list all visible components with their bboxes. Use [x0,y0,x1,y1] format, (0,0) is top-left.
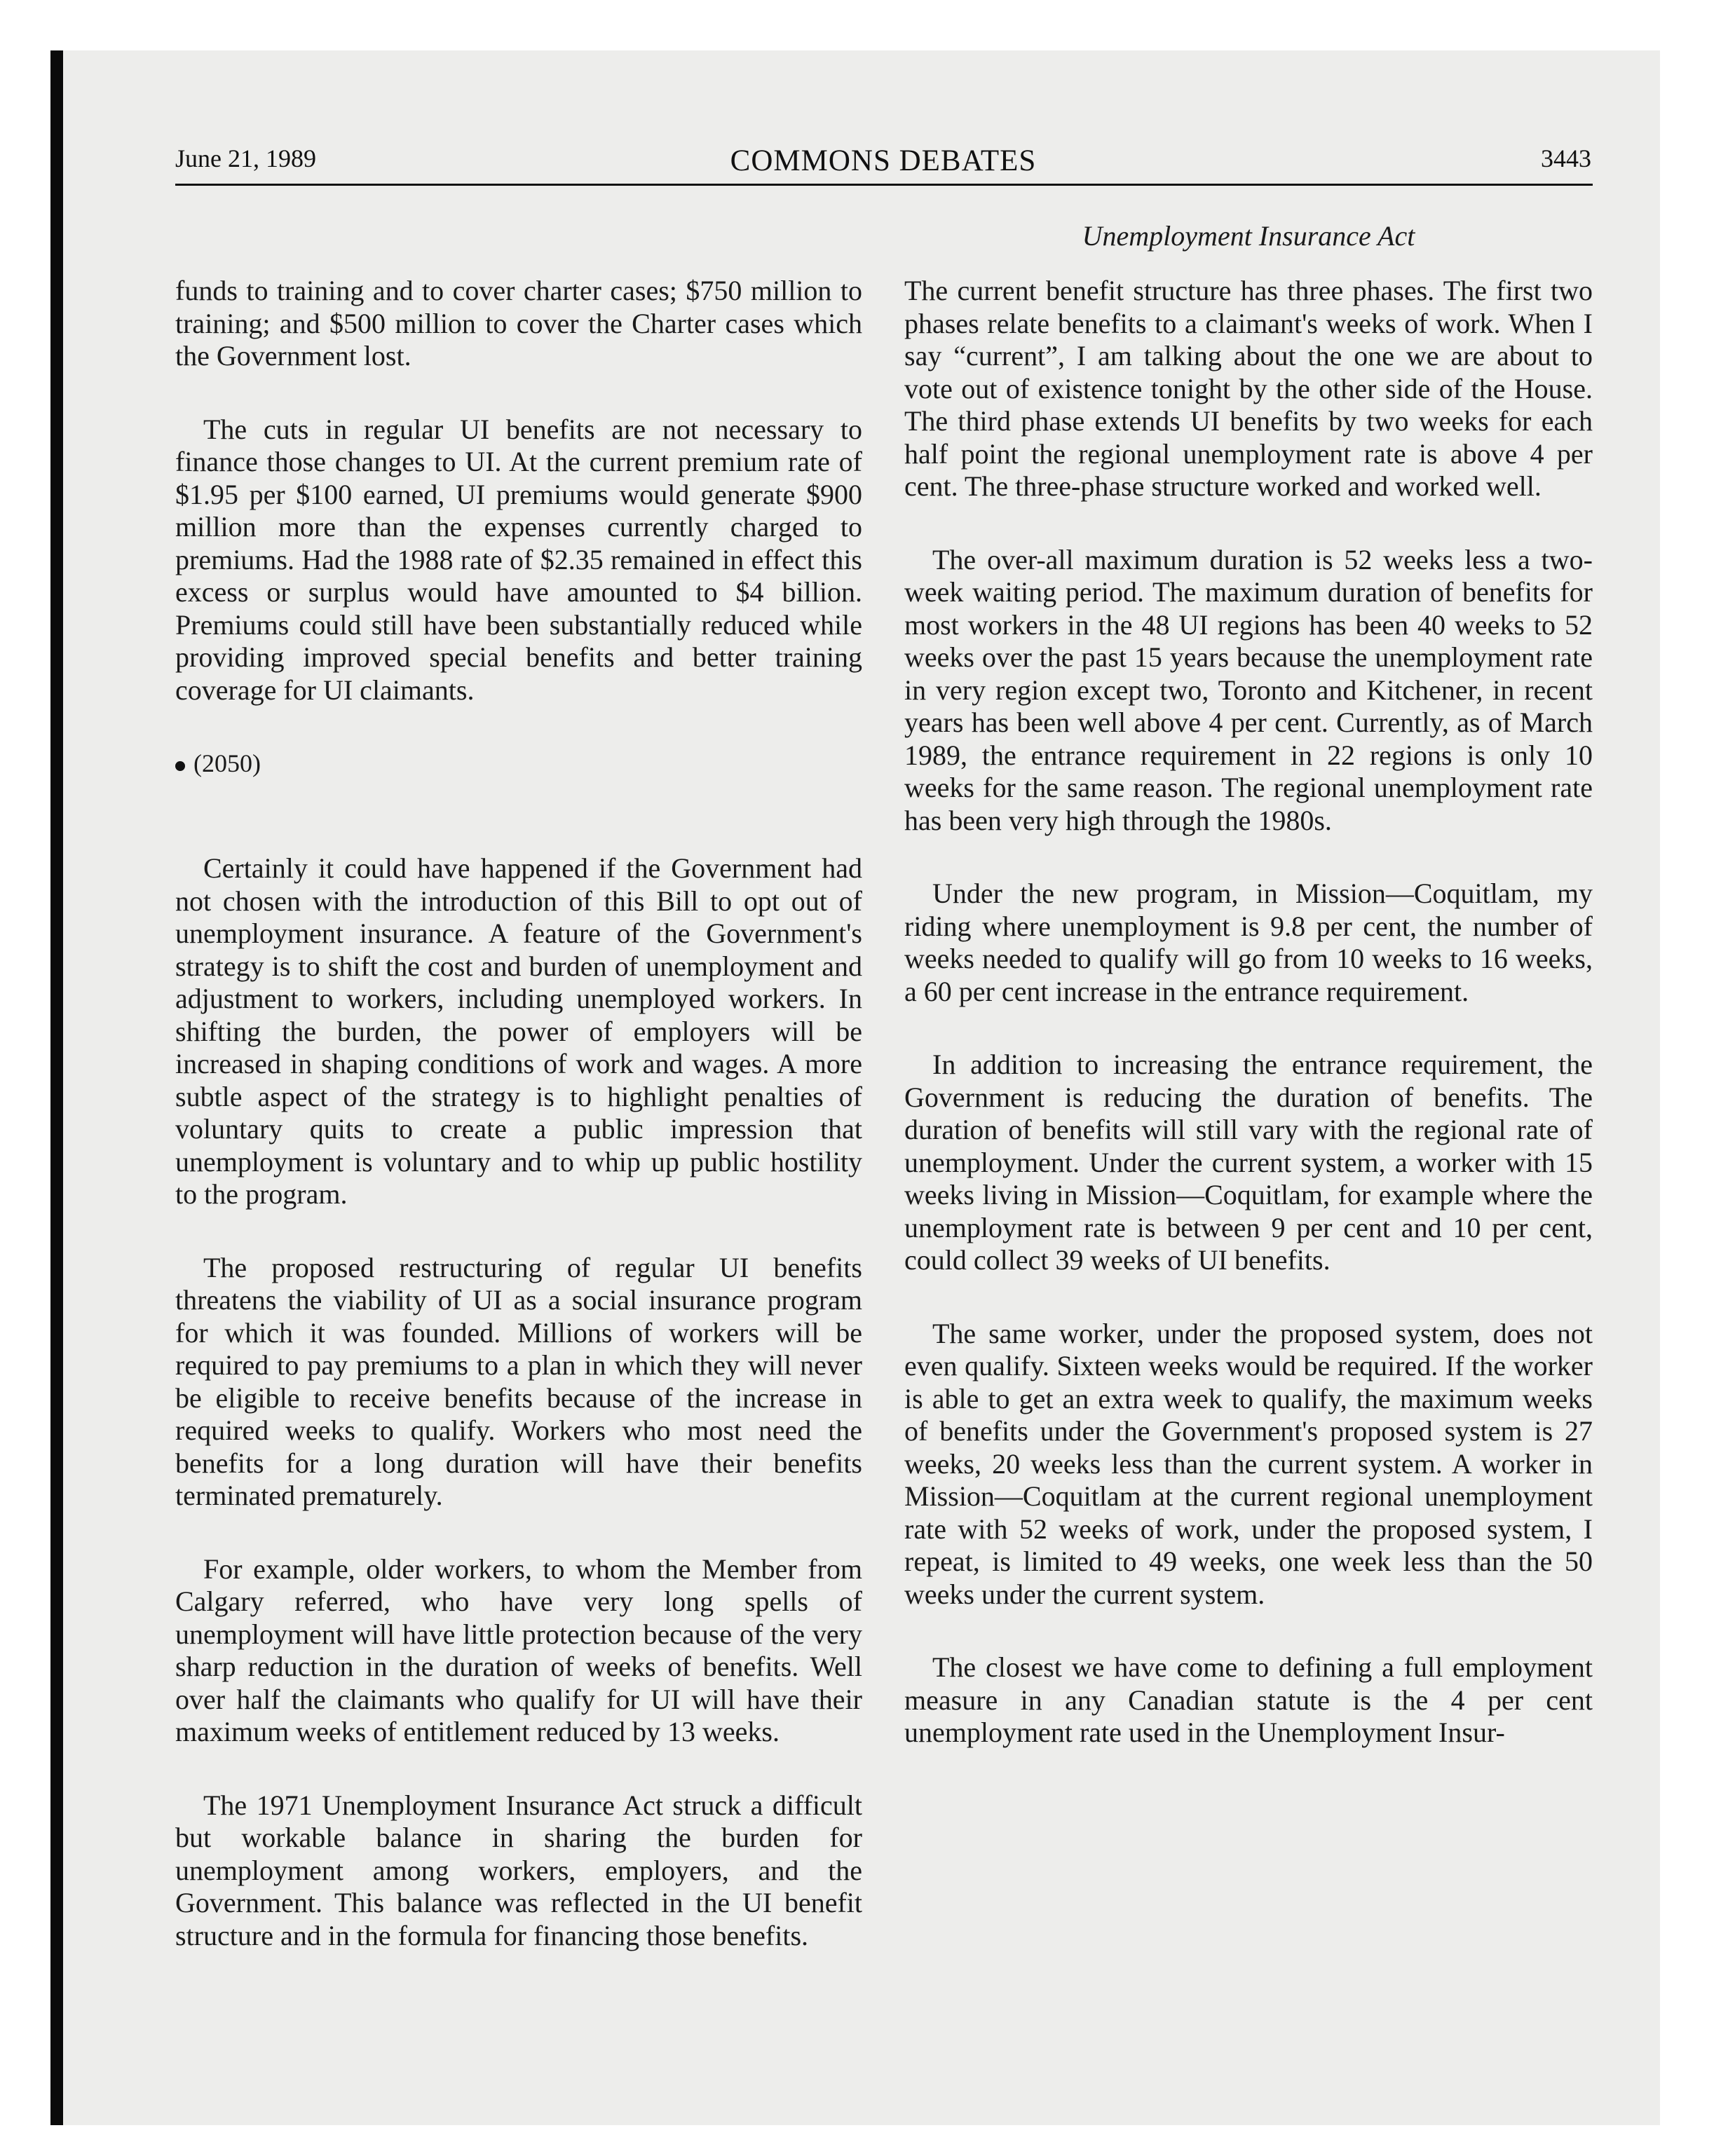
paragraph: For example, older workers, to whom the Member from Calgary referred, who have very long spells of unemployment will have little protection because of the very sharp reduction in the duration of weeks of benefits. Well over half the claimants who qualify for UI will have their maximum weeks of entitlement reduced by 13 weeks. [175,1553,862,1747]
paragraph: The proposed restructuring of regular UI benefits threatens the viability of UI as a social insurance program for which it was founded. Millions of workers will be required to pay premiums to a plan in which they will never be eligible to receive benefits because of the increase in required weeks to qualify. Workers who most need the benefits for a long duration will have their benefits terminated prematurely. [175,1251,862,1511]
time-marker-label: (2050) [193,749,261,777]
left-column [175,275,862,1993]
scan-border [50,50,63,2125]
header-date: June 21, 1989 [175,144,316,172]
paragraph: The over-all maximum duration is 52 weeks less a two-week waiting period. The maximum duration of benefits for most workers in the 48 UI regions has been 40 weeks to 52 weeks over the past 15 years because the unemployment rate in very region except two, Toronto and Kitchener, in recent years has been well above 4 per cent. Currently, as of March 1989, the entrance requirement in 22 regions is only 10 weeks for the same reason. The regional unemployment rate has been very high through the 1980s. [904,543,1593,836]
time-marker [175,747,862,779]
bullet-icon [175,761,185,771]
paragraph: The closest we have come to defining a full employment measure in any Canadian statute is the 4 per cent unemployment rate used in the Unemployment Insur- [904,1651,1593,1748]
header-publication-title: COMMONS DEBATES [730,144,1037,177]
paragraph: In addition to increasing the entrance requirement, the Government is reducing the duration of benefits. The duration of benefits will still vary with the regional rate of unemployment. Under the current system, a worker with 15 weeks living in Mission—Coquitlam, for example where the unemployment rate is between 9 per cent and 10 per cent, could collect 39 weeks of UI benefits. [904,1049,1593,1276]
paragraph: The same worker, under the proposed system, does not even qualify. Sixteen weeks would be required. If the worker is able to get an extra week to qualify, the maximum weeks of benefits under the Government's proposed system is 27 weeks, 20 weeks less than the current system. A worker in Mission—Coquitlam at the current regional unemployment rate with 52 weeks of work, under the proposed system, I repeat, is limited to 49 weeks, one week less than the 50 weeks under the current system. [904,1317,1593,1610]
right-column [904,275,1593,1790]
header-rule [175,184,1593,186]
section-title: Unemployment Insurance Act [1082,220,1415,252]
paragraph: The cuts in regular UI benefits are not necessary to finance those changes to UI. At the current premium rate of $1.95 per $100 earned, UI premiums would generate $900 million more than the expenses currently charged to premiums. Had the 1988 rate of $2.35 remained in effect this excess or surplus would have amounted to $4 billion. Premiums could still have been substantially reduced while providing improved special benefits and better training coverage for UI claimants. [175,413,862,706]
header-page-number: 3443 [1541,144,1591,172]
paragraph: Certainly it could have happened if the Government had not chosen with the introduction of this Bill to opt out of unemployment insurance. A feature of the Government's strategy is to shift the cost and burden of unemployment and adjustment to workers, including unemployed workers. In shifting the burden, the power of employers will be increased in shaping conditions of work and wages. A more subtle aspect of the strategy is to highlight penalties of voluntary quits to create a public impression that unemployment is voluntary and to whip up public hostility to the program. [175,852,862,1210]
running-header [175,137,1591,179]
paragraph: funds to training and to cover charter cases; $750 million to training; and $500 million to cover the Charter cases which the Government lost. [175,275,862,371]
paragraph: Under the new program, in Mission—Coquitlam, my riding where unemployment is 9.8 per cent, the number of weeks needed to qualify will go from 10 weeks to 16 weeks, a 60 per cent increase in the entrance requirement. [904,878,1593,1007]
paragraph: The current benefit structure has three phases. The first two phases relate benefits to a claimant's weeks of work. When I say “current”, I am talking about the one we are about to vote out of existence tonight by the other side of the House. The third phase extends UI benefits by two weeks for each half point the regional unemployment rate is above 4 per cent. The three-phase structure worked and worked well. [904,275,1593,502]
paragraph: The 1971 Unemployment Insurance Act struck a difficult but workable balance in sharing the burden for unemployment among workers, employers, and the Government. This balance was reflected in the UI benefit structure and in the formula for financing those benefits. [175,1789,862,1951]
